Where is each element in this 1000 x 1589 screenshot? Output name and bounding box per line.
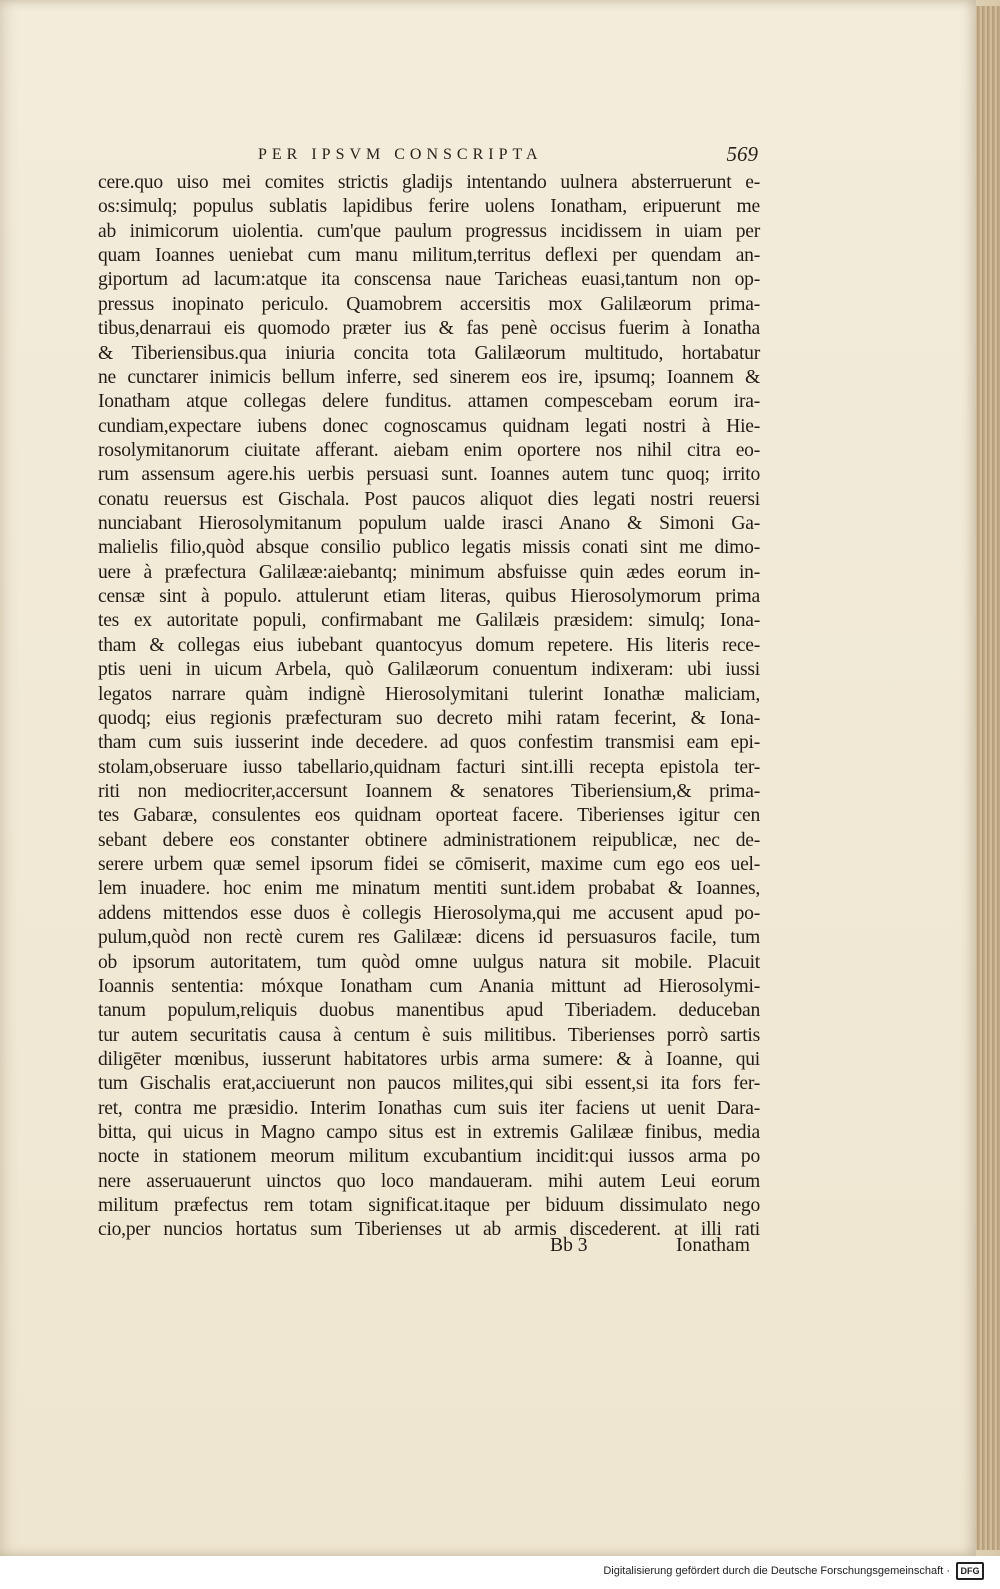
text-line: bitta, qui uicus in Magno campo situs est in extremis Galilææ finibus, media [98, 1122, 760, 1144]
text-line: nocte in stationem meorum militum excubantium incidit:qui iussos arma po [98, 1146, 760, 1168]
text-line: cundiam,expectare iubens donec cognoscamus quidnam legati nostri à Hie- [98, 415, 760, 437]
running-head [258, 142, 758, 170]
body-text [98, 171, 760, 1243]
text-line: os:simulq; populus sublatis lapidibus ferire uolens Ionatham, eripuerunt me [98, 196, 760, 218]
text-line: rosolymitanorum ciuitate afferant. aiebam enim oportere nos nihil citra eo- [98, 439, 760, 461]
text-line: nunciabant Hierosolymitanum populum ualde irasci Anano & Simoni Ga- [98, 513, 760, 535]
text-line: rum assensum agere.his uerbis persuasi sunt. Ioannes autem tunc quoq; irrito [98, 464, 760, 486]
text-line: uere à præfectura Galilææ:aiebantq; minimum absfuisse quin ædes eorum in- [98, 561, 760, 583]
text-line: cio,per nuncios hortatus sum Tiberienses ut ab armis discederent. at illi rati [98, 1219, 760, 1241]
text-line: lem inuadere. hoc enim me minatum mentiti sunt.idem probabat & Ioannes, [98, 878, 760, 900]
text-line: addens mittendos esse duos è collegis Hierosolyma,qui me accusent apud po- [98, 902, 760, 924]
text-line: ptis ueni in uicum Arbela, quò Galilæorum conuentum indixeram: ubi iussi [98, 659, 760, 681]
text-line: ab inimicorum uiolentia. cum'que paulum progressus incidissem in uiam per [98, 220, 760, 242]
text-line: pulum,quòd non rectè curem res Galilææ: dicens id persuasuros facile, tum [98, 927, 760, 949]
text-line: tanum populum,reliquis duobus manentibus apud Tiberiadem. deduceban [98, 1000, 760, 1022]
text-line: giportum ad lacum:atque ita conscensa naue Taricheas euasi,tantum non op- [98, 269, 760, 291]
text-line: sebant debere eos constanter obtinere administrationem reipublicæ, nec de- [98, 829, 760, 851]
running-head-title: PER IPSVM CONSCRIPTA [258, 146, 543, 163]
text-line: malielis filio,quòd absque consilio publico legatis missis conati sint me dimo- [98, 537, 760, 559]
signature-mark: Bb 3 [550, 1235, 588, 1256]
text-line: tibus,denarraui eis quomodo præter ius & fas penè occisus fuerim à Ionatha [98, 318, 760, 340]
text-line: diligēter mœnibus, iusserunt habitatores urbis arma sumere: & à Ioanne, qui [98, 1048, 760, 1070]
text-line: pressus inopinato periculo. Quamobrem accersitis mox Galilæorum prima- [98, 293, 760, 315]
text-line: tum Gischalis erat,acciuerunt non paucos milites,qui sibi essent,si ita fors fer- [98, 1073, 760, 1095]
text-line: cere.quo uiso mei comites strictis gladijs intentando uulnera absterruerunt e- [98, 172, 760, 193]
text-line: censæ sint à populo. attulerunt etiam literas, quibus Hierosolymorum prima [98, 586, 760, 608]
page-edges [973, 6, 1000, 1550]
text-line: stolam,obseruare iusso tabellario,quidnam facturi sint.illi recepta epistola ter- [98, 756, 760, 778]
page-number: 569 [726, 142, 758, 166]
text-line: serere urbem quæ semel ipsorum fidei se cōmiserit, maxime cum ego eos uel- [98, 854, 760, 876]
text-line: militum præfectus rem totam significat.itaque per biduum dissimulato nego [98, 1195, 760, 1217]
text-line: ob ipsorum autoritatem, tum quòd omne uulgus natura sit mobile. Placuit [98, 951, 760, 973]
digitization-footer [0, 1556, 1000, 1589]
text-line: tham & collegas eius iubebant quantocyus domum repetere. His literis rece- [98, 634, 760, 656]
text-line: ne cunctarer inimicis bellum inferre, sed sinerem eos ire, ipsumq; Ioannem & [98, 366, 760, 388]
signature-row [550, 1235, 750, 1259]
text-line: tur autem securitatis causa à centum è suis militibus. Tiberienses porrò sartis [98, 1024, 760, 1046]
text-line: nere asseruauerunt uinctos quo loco mandaueram. mihi autem Leui eorum [98, 1170, 760, 1192]
text-line: conatu reuersus est Gischala. Post paucos aliquot dies legati nostri reuersi [98, 488, 760, 510]
text-line: tes Gabaræ, consulentes eos quidnam oporteat facere. Tiberienses igitur cen [98, 805, 760, 827]
text-line: & Tiberiensibus.qua iniuria concita tota Galilæorum multitudo, hortabatur [98, 342, 760, 364]
text-line: quam Ioannes ueniebat cum manu militum,territus deflexi per quendam an- [98, 245, 760, 267]
text-line: tham cum suis iusserint inde decedere. ad quos confestim transmisi eam epi- [98, 732, 760, 754]
text-line: ret, contra me præsidio. Interim Ionathas cum suis iter faciens ut uenit Dara- [98, 1097, 760, 1119]
funding-credit: Digitalisierung gefördert durch die Deutsche Forschungsgemeinschaft · [603, 1565, 950, 1577]
text-line: riti non mediocriter,accersunt Ioannem & senatores Tiberiensium,& prima- [98, 780, 760, 802]
text-line: legatos narrare quàm indignè Hierosolymitani tulerint Ionathæ maliciam, [98, 683, 760, 705]
text-line: Ioannis sententia: móxque Ionatham cum Anania mittunt ad Hierosolymi- [98, 975, 760, 997]
text-line: Ionatham atque collegas delere funditus. attamen compescebam eorum ira- [98, 391, 760, 413]
text-line: quodq; eius regionis præfecturam suo decreto mihi ratam fecerint, & Iona- [98, 707, 760, 729]
dfg-logo: DFG [956, 1562, 984, 1580]
catchword: Ionatham [676, 1235, 750, 1256]
text-line: tes ex autoritate populi, confirmabant me Galilæis præsidem: simulq; Iona- [98, 610, 760, 632]
